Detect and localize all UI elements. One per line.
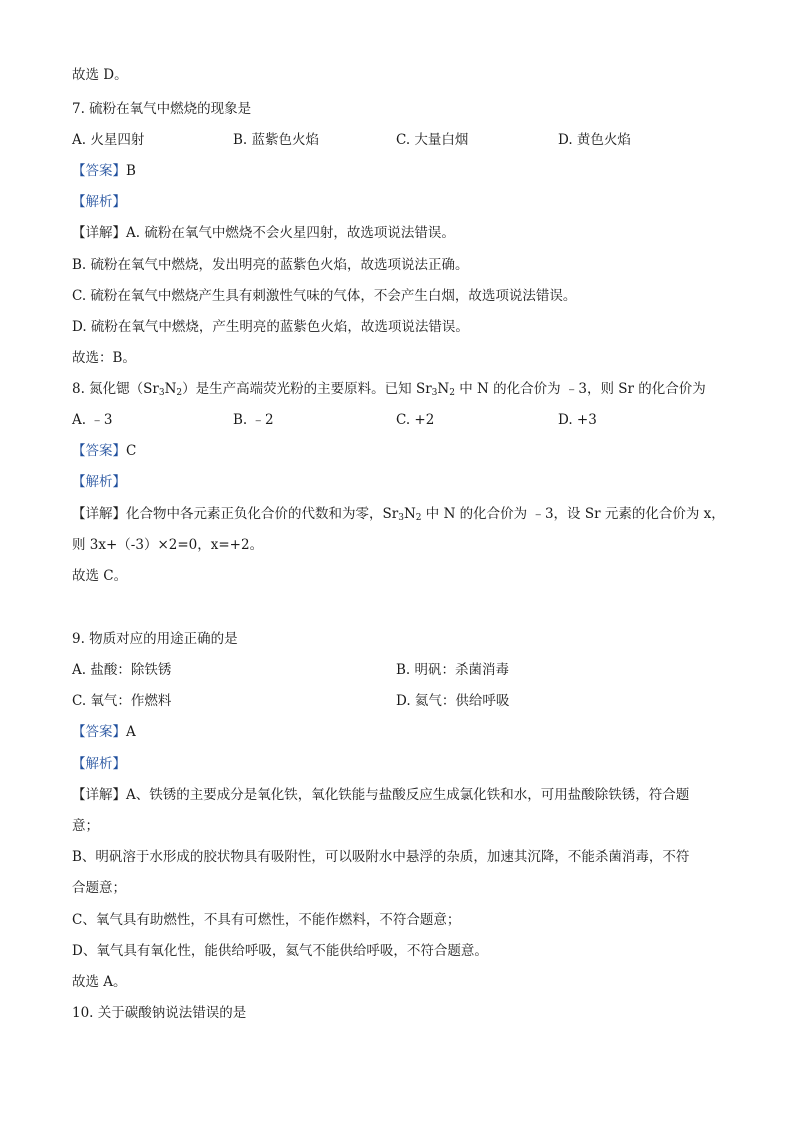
q9-option-a: A. 盐酸：除铁锈 — [72, 662, 172, 678]
q9-stem: 9. 物质对应的用途正确的是 — [72, 631, 238, 647]
q9-option-c: C. 氧气：作燃料 — [72, 693, 172, 709]
stem-part: N — [437, 381, 450, 397]
stem-part: N — [164, 381, 177, 397]
q9-analysis-tag: 【解析】 — [72, 756, 126, 772]
detail-tag: 【详解】 — [72, 225, 126, 241]
q9-detail-c: C、氧气具有助燃性，不具有可燃性，不能作燃料，不符合题意； — [72, 912, 461, 928]
q7-option-a: A. 火星四射 — [72, 132, 145, 148]
q8-analysis-tag: 【解析】 — [72, 474, 126, 490]
q9-answer — [72, 723, 136, 741]
answer-tag: 【答案】 — [72, 724, 126, 740]
q9-conclusion: 故选 A。 — [72, 974, 127, 990]
detail-text: A. 硫粉在氧气中燃烧不会火星四射，故选项说法错误。 — [126, 225, 455, 241]
q7-detail-a — [72, 224, 455, 242]
q9-option-b: B. 明矾：杀菌消毒 — [396, 662, 510, 678]
answer-value: A — [126, 724, 136, 740]
q7-stem: 7. 硫粉在氧气中燃烧的现象是 — [72, 101, 252, 117]
q7-detail-d: D. 硫粉在氧气中燃烧，产生明亮的蓝紫色火焰，故选项说法错误。 — [72, 319, 469, 335]
q7-conclusion: 故选：B。 — [72, 350, 136, 366]
detail-tag: 【详解】 — [72, 787, 126, 803]
q8-stem — [72, 380, 706, 398]
q7-detail-c: C. 硫粉在氧气中燃烧产生具有刺激性气味的气体，不会产生白烟，故选项说法错误。 — [72, 288, 577, 304]
q8-option-b: B. ﹣2 — [233, 412, 274, 428]
detail-part: 化合物中各元素正负化合价的代数和为零，Sr — [126, 506, 399, 522]
subscript: 3 — [431, 388, 438, 398]
q8-option-c: C. +2 — [396, 412, 435, 428]
q9-detail-b-cont: 合题意； — [72, 880, 126, 896]
detail-tag: 【详解】 — [72, 506, 126, 522]
answer-tag: 【答案】 — [72, 443, 126, 459]
detail-text: A、铁锈的主要成分是氧化铁，氧化铁能与盐酸反应生成氯化铁和水，可用盐酸除铁锈，符合题 — [126, 787, 690, 803]
answer-tag: 【答案】 — [72, 163, 126, 179]
answer-value: B — [126, 163, 136, 179]
q7-answer — [72, 162, 136, 180]
subscript: 2 — [449, 388, 455, 398]
q9-option-d: D. 氦气：供给呼吸 — [396, 693, 510, 709]
q8-detail — [72, 505, 725, 523]
q10-stem: 10. 关于碳酸钠说法错误的是 — [72, 1005, 247, 1021]
stem-part: 中 N 的化合价为 ﹣3，则 Sr 的化合价为 — [454, 381, 706, 397]
subscript: 2 — [415, 513, 422, 523]
q9-detail-a-cont: 意； — [72, 818, 99, 834]
q8-detail-line2: 则 3x+（-3）×2=0，x=+2。 — [72, 537, 264, 553]
answer-value: C — [126, 443, 137, 459]
subscript: 2 — [176, 388, 183, 398]
q7-option-b: B. 蓝紫色火焰 — [233, 132, 320, 148]
subscript: 3 — [158, 388, 165, 398]
stem-part: ）是生产高端荧光粉的主要原料。已知 Sr — [182, 381, 432, 397]
q9-detail-a — [72, 786, 689, 804]
q7-option-d: D. 黄色火焰 — [558, 132, 631, 148]
detail-part: N — [403, 506, 416, 522]
q9-detail-d: D、氧气具有氧化性，能供给呼吸，氦气不能供给呼吸，不符合题意。 — [72, 943, 488, 959]
q7-detail-b: B. 硫粉在氧气中燃烧，发出明亮的蓝紫色火焰，故选项说法正确。 — [72, 257, 469, 273]
q9-detail-b: B、明矾溶于水形成的胶状物具有吸附性，可以吸附水中悬浮的杂质，加速其沉降，不能杀菌消毒，不符 — [72, 849, 690, 865]
q8-conclusion: 故选 C。 — [72, 568, 128, 584]
q7-analysis-tag: 【解析】 — [72, 194, 126, 210]
q7-option-c: C. 大量白烟 — [396, 132, 469, 148]
stem-part: 8. 氮化锶（Sr — [72, 381, 159, 397]
q8-answer — [72, 442, 136, 460]
q6-conclusion: 故选 D。 — [72, 67, 128, 83]
subscript: 3 — [398, 513, 404, 523]
detail-part: 中 N 的化合价为 ﹣3，设 Sr 元素的化合价为 x， — [421, 506, 725, 522]
q8-option-d: D. +3 — [558, 412, 597, 428]
q8-option-a: A. ﹣3 — [72, 412, 113, 428]
